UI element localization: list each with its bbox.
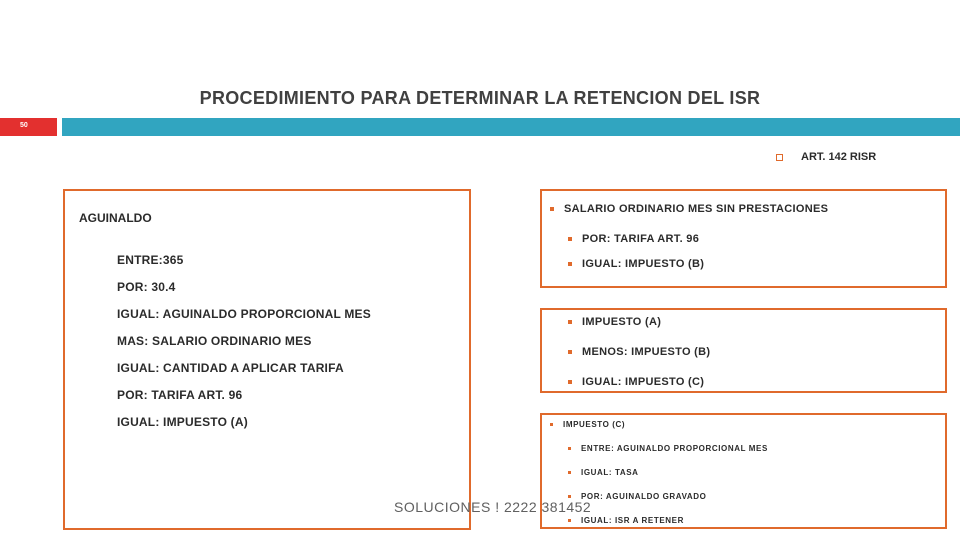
slide-number-bar: [0, 118, 57, 136]
list-item: [550, 466, 768, 478]
list-item: [550, 418, 768, 430]
list-item: [550, 201, 828, 216]
aguinaldo-steps: [117, 253, 371, 442]
square-bullet-icon: [568, 262, 572, 266]
list-item-text: IMPUESTO (A): [582, 315, 662, 328]
list-item-text: IMPUESTO (C): [563, 419, 626, 429]
list-item: [568, 344, 710, 359]
square-bullet-icon: [550, 207, 554, 211]
square-bullet-icon: [568, 380, 572, 384]
list-item: [550, 256, 828, 271]
list-item-text: IGUAL: TASA: [581, 467, 639, 477]
list-item: MAS: SALARIO ORDINARIO MES: [117, 334, 312, 348]
salario-ordinario-box: [540, 189, 947, 288]
list-item-text: MENOS: IMPUESTO (B): [582, 345, 711, 358]
list-item: [550, 514, 768, 526]
list-item-text: IGUAL: ISR A RETENER: [581, 515, 684, 525]
square-bullet-icon: [568, 320, 572, 324]
list-item-text: POR: AGUINALDO GRAVADO: [581, 491, 707, 501]
list-item-text: IGUAL: IMPUESTO (C): [582, 375, 705, 388]
list-item-text: IGUAL: IMPUESTO (B): [582, 257, 705, 270]
title-divider-bar: [62, 118, 960, 136]
list-item-text: ENTRE: AGUINALDO PROPORCIONAL MES: [581, 443, 768, 453]
square-bullet-icon: [568, 447, 571, 450]
square-bullet-icon: [568, 237, 572, 241]
isr-retener-box: [540, 413, 947, 529]
aguinaldo-box: [63, 189, 471, 530]
square-bullet-icon: [568, 495, 571, 498]
square-bullet-icon: [568, 471, 571, 474]
list-item: ENTRE:365: [117, 253, 184, 267]
article-reference: [776, 151, 876, 163]
list-item: [568, 374, 710, 389]
list-item: [568, 314, 710, 329]
salario-ordinario-steps: [550, 196, 828, 271]
footer-text: SOLUCIONES ! 2222 381452: [394, 499, 592, 515]
slide-number: 50: [20, 122, 28, 129]
aguinaldo-heading: AGUINALDO: [79, 211, 152, 225]
article-reference-text: ART. 142 RISR: [801, 151, 877, 163]
square-bullet-icon: [568, 350, 572, 354]
list-item: [550, 442, 768, 454]
hollow-square-bullet-icon: [776, 154, 783, 161]
list-item: POR: TARIFA ART. 96: [117, 388, 243, 402]
list-item: [550, 231, 828, 246]
square-bullet-icon: [568, 519, 571, 522]
impuesto-difference-steps: [568, 314, 710, 404]
square-bullet-icon: [550, 423, 553, 426]
list-item-text: POR: TARIFA ART. 96: [582, 232, 700, 245]
list-item: IGUAL: CANTIDAD A APLICAR TARIFA: [117, 361, 344, 375]
list-item-text: SALARIO ORDINARIO MES SIN PRESTACIONES: [564, 202, 829, 215]
slide-title: PROCEDIMIENTO PARA DETERMINAR LA RETENCION DEL ISR: [199, 88, 761, 108]
list-item: IGUAL: IMPUESTO (A): [117, 415, 248, 429]
isr-retener-steps: [550, 418, 768, 538]
list-item: IGUAL: AGUINALDO PROPORCIONAL MES: [117, 307, 371, 321]
list-item: POR: 30.4: [117, 280, 176, 294]
impuesto-difference-box: [540, 308, 947, 393]
